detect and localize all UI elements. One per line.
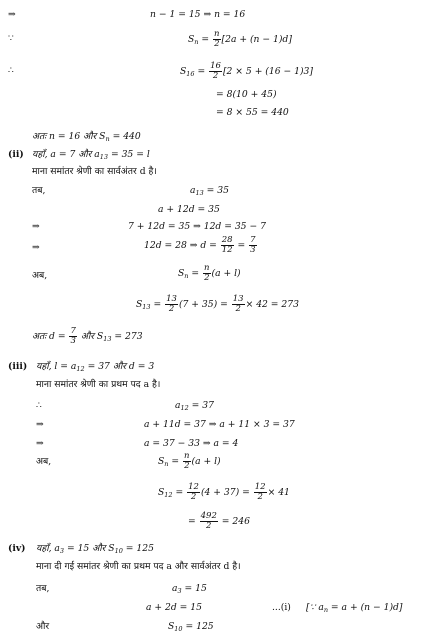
equation-line: $S_{13}$ = $\frac{13}{2}$ (7 + 35) = $\frac{13}{2}$ × 42 = 273	[136, 294, 299, 314]
given-line: यहाँ, $l = a_{12} = 37$ और d = 3	[36, 361, 155, 373]
equation-line: n − 1 = 15 ⇒ n = 16	[150, 9, 246, 20]
statement-line: माना समांतर श्रेणी का सार्वअंतर d है।	[32, 166, 157, 177]
fraction: $\frac{12}{2}$	[188, 482, 199, 502]
sym-implies: ⇒	[32, 242, 40, 253]
equation-ref: ...(i)	[272, 602, 291, 613]
equation-line: $a_{12} = 37$	[175, 400, 214, 412]
label-now: अब,	[32, 270, 48, 281]
sym-implies: ⇒	[32, 221, 40, 232]
fraction: $\frac{n}{2}$	[214, 29, 220, 49]
fraction: $\frac{16}{2}$	[210, 61, 221, 81]
sym-therefore: ∴	[8, 65, 14, 76]
equation-line: 7 + 12d = 35 ⇒ 12d = 35 − 7	[128, 221, 266, 232]
fraction: $\frac{13}{2}$	[166, 294, 177, 314]
equation-line: 12d = 28 ⇒ d = $\frac{28}{12}$ = $\frac{7}{3}$	[144, 235, 256, 255]
equation-line: $S_{16}$ = $\frac{16}{2}$ [2 × 5 + (16 − 1)3]	[180, 61, 313, 81]
sym-implies: ⇒	[36, 419, 44, 430]
label-and: और	[36, 621, 50, 632]
equation-line: a + 2d = 15	[146, 602, 202, 613]
equation-line: $a_3 = 15$	[172, 583, 207, 595]
part-label-iii: (iii)	[8, 361, 28, 372]
part-label-iv: (iv)	[8, 543, 26, 554]
fraction: $\frac{n}{2}$	[204, 263, 210, 283]
part-label-ii: (ii)	[8, 149, 24, 160]
statement-line: माना दी गई समांतर श्रेणी का प्रथम पद a और सार्वअंतर d है।	[36, 561, 241, 572]
equation-line: = 8 × 55 = 440	[216, 107, 289, 118]
label-then: तब,	[36, 583, 50, 594]
equation-line: $S_{12}$ = $\frac{12}{2}$ (4 + 37) = $\frac{12}{2}$ × 41	[158, 482, 290, 502]
equation-line: a + 11d = 37 ⇒ a + 11 × 3 = 37	[144, 419, 295, 430]
formula-note: [∵ $a_n = a + (n - 1)d$]	[306, 602, 403, 614]
equation-line: $S_n$ = $\frac{n}{2}$ (a + l)	[178, 263, 241, 283]
equation-line: $S_n$ = $\frac{n}{2}$ (a + l)	[158, 451, 221, 471]
sym-because: ∵	[8, 33, 14, 44]
given-line: यहाँ, $a_3 = 15$ और $S_{10} = 125$	[36, 543, 154, 555]
given-line: यहाँ, a = 7 और $a_{13} = 35 = l$	[32, 149, 150, 161]
sym-implies: ⇒	[8, 9, 16, 20]
equation-line: a + 12d = 35	[158, 204, 220, 215]
equation-line: $S_n$ = $\frac{n}{2}$ [2a + (n − 1)d]	[188, 29, 292, 49]
fraction: $\frac{13}{2}$	[232, 294, 244, 314]
fraction: $\frac{n}{2}$	[184, 451, 190, 471]
fraction: $\frac{28}{12}$	[221, 235, 233, 255]
conclusion-line: अतः d = $\frac{7}{3}$ और $S_{13} = 273$	[32, 326, 143, 346]
statement-line: माना समांतर श्रेणी का प्रथम पद a है।	[36, 379, 161, 390]
equation-line: = $\frac{492}{2}$ = 246	[188, 511, 250, 531]
equation-line: a = 37 − 33 ⇒ a = 4	[144, 438, 239, 449]
label-now: अब,	[36, 456, 52, 467]
fraction: $\frac{492}{2}$	[200, 511, 217, 531]
label-then: तब,	[32, 185, 46, 196]
equation-line: $S_{10} = 125$	[168, 621, 214, 633]
sym-implies: ⇒	[36, 438, 44, 449]
equation-line: $a_{13} = 35$	[190, 185, 229, 197]
sym-therefore: ∴	[36, 400, 42, 411]
fraction: $\frac{7}{3}$	[70, 326, 76, 346]
fraction: $\frac{7}{3}$	[250, 235, 256, 255]
fraction: $\frac{12}{2}$	[254, 482, 266, 502]
conclusion-line: अतः n = 16 और $S_n = 440$	[32, 131, 141, 143]
equation-line: = 8(10 + 45)	[216, 89, 277, 100]
